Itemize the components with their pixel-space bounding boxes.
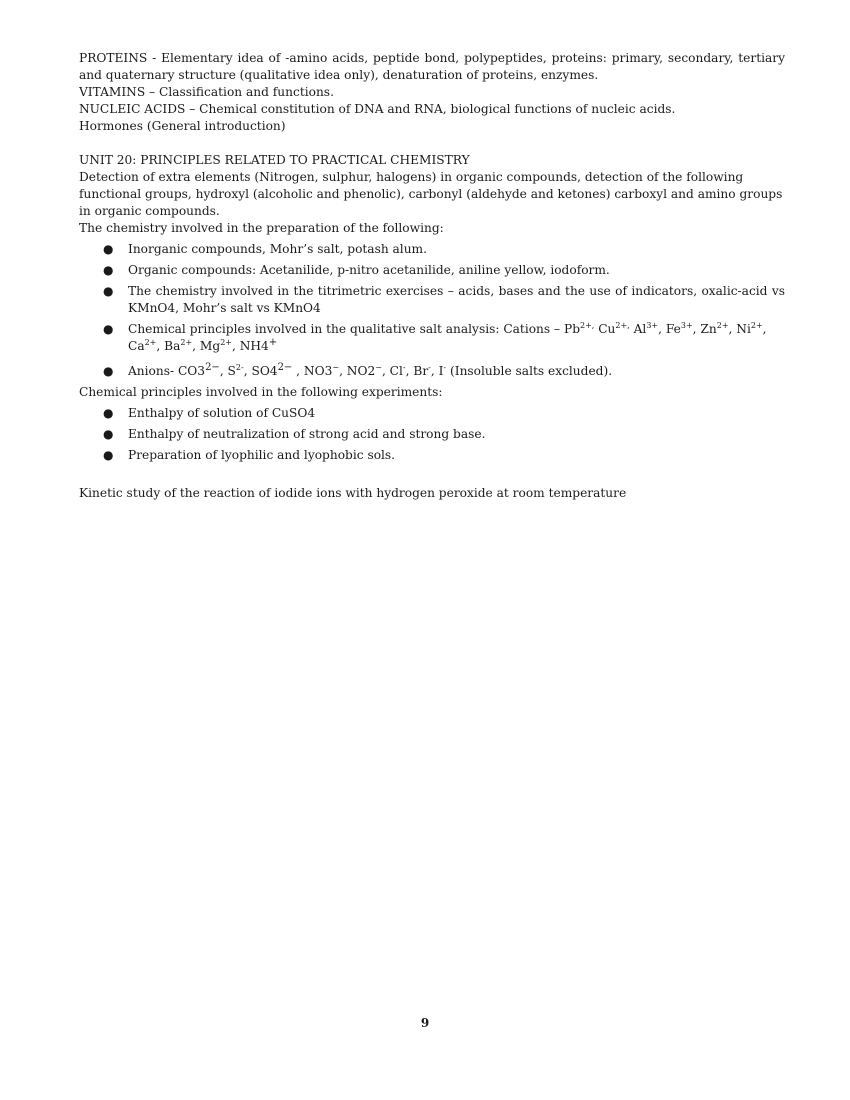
- bullet-icon: ●: [103, 284, 114, 298]
- page-number: 9: [420, 1016, 430, 1030]
- nucleic-acids-line: NUCLEIC ACIDS – Chemical constitution of DNA and RNA, biological functions of nucleic acids.: [79, 102, 676, 116]
- preparation-intro: The chemistry involved in the preparation of the following:: [79, 221, 444, 235]
- list-item: ● Inorganic compounds, Mohr’s salt, potash alum.: [103, 242, 427, 256]
- vitamins-line: VITAMINS – Classification and functions.: [79, 85, 334, 99]
- experiments-list: [79, 405, 785, 464]
- bullet-icon: ●: [103, 406, 114, 420]
- list-item: ● Enthalpy of neutralization of strong acid and strong base.: [103, 427, 486, 441]
- document-body: [79, 50, 785, 502]
- proteins-paragraph: PROTEINS - Elementary idea of -amino acids, peptide bond, polypeptides, proteins: primary, secondary, tertiary and quaternary structure (qualitative idea only), denaturation of proteins, enzymes.: [79, 51, 785, 82]
- bullet-icon: ●: [103, 263, 114, 277]
- bullet-icon: ●: [103, 427, 114, 441]
- detection-paragraph: Detection of extra elements (Nitrogen, sulphur, halogens) in organic compounds, detection of the following functional groups, hydroxyl (alcoholic and phenolic), carbonyl (aldehyde and ketones) carboxyl and amino groups in organic compounds.: [79, 170, 783, 218]
- hormones-line: Hormones (General introduction): [79, 119, 286, 133]
- list-item: ● The chemistry involved in the titrimetric exercises – acids, bases and the use of indicators, oxalic-acid vs KMnO4, Mohr’s salt vs KMnO4: [103, 284, 785, 315]
- bullet-icon: ●: [103, 242, 114, 256]
- experiments-intro: Chemical principles involved in the following experiments:: [79, 385, 443, 399]
- list-item: ● Organic compounds: Acetanilide, p-nitro acetanilide, aniline yellow, iodoform.: [103, 263, 610, 277]
- list-item: ● Enthalpy of solution of CuSO4: [103, 406, 316, 420]
- bullet-icon: ●: [103, 364, 114, 378]
- anions-item: ● Anions- $CO3^{2-}$, $S^{2-}$, $SO4^{2-}$ , NO3−, NO2−, Cl-, Br-, I- (Insoluble salts excluded).: [103, 361, 613, 378]
- cations-item: ● Chemical principles involved in the qualitative salt analysis: Cations – $Pb^{2+,}$ $Cu^{2+,}$ $Al^{3+}$, $Fe^{3+}$, $Zn^{2+}$, $Ni^{2+}$, $Ca^{2+}$, $Ba^{2+}$, $Mg^{2+}$, NH4+: [103, 320, 767, 353]
- unit-heading: UNIT 20: PRINCIPLES RELATED TO PRACTICAL CHEMISTRY: [79, 153, 470, 167]
- bullet-icon: ●: [103, 322, 114, 336]
- bullet-icon: ●: [103, 448, 114, 462]
- preparation-list: [79, 241, 785, 380]
- kinetic-study-line: Kinetic study of the reaction of iodide ions with hydrogen peroxide at room temperature: [79, 486, 627, 500]
- list-item: ● Preparation of lyophilic and lyophobic sols.: [103, 448, 396, 462]
